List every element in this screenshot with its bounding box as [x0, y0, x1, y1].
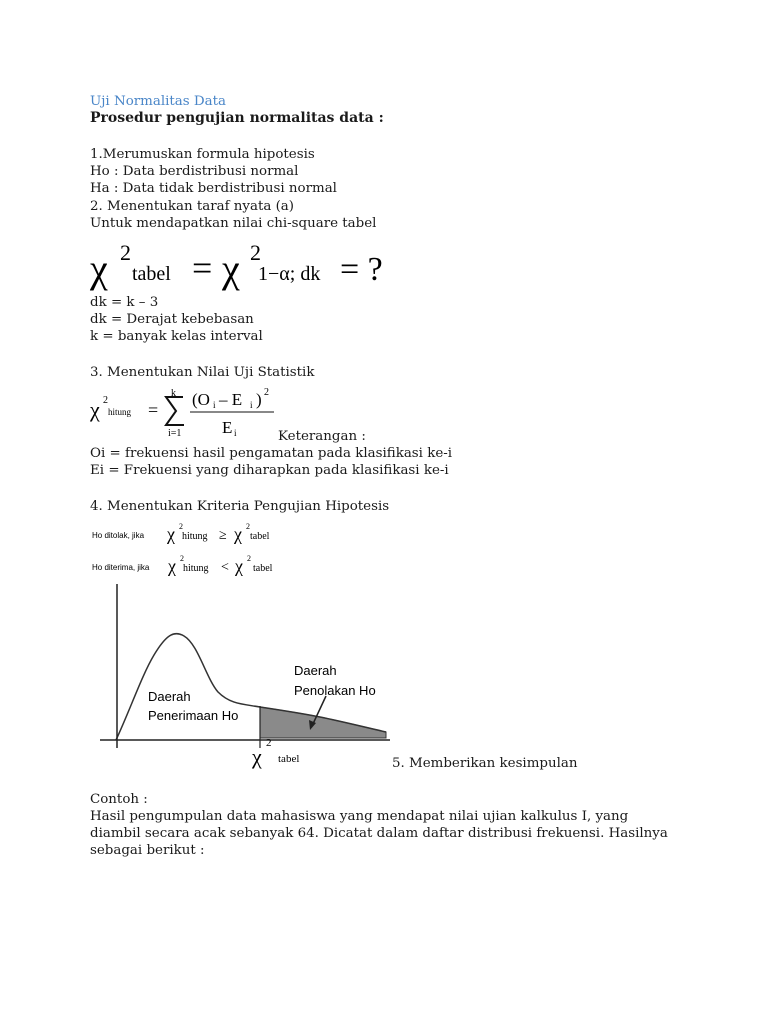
hypothesis-ha: Ha : Data tidak berdistribusi normal	[90, 181, 337, 196]
criteria2-sup: 2	[180, 554, 184, 563]
formula2-num-open: (O	[192, 390, 210, 409]
hypothesis-ho: Ho : Data berdistribusi normal	[90, 164, 299, 179]
formula2-den: E	[222, 418, 233, 437]
formula1-sup: 2	[120, 240, 131, 265]
contoh-label: Contoh :	[90, 792, 148, 807]
reject-label-1: Daerah	[294, 663, 337, 678]
rejection-region	[260, 707, 386, 738]
criteria1-chi: χ	[167, 524, 175, 544]
formula1-end: = ?	[340, 251, 383, 288]
formula1-chi-right: χ	[222, 246, 240, 291]
criteria1-sup: 2	[179, 522, 183, 531]
criteria1-chi-right: χ	[234, 524, 242, 544]
chi-square-count-formula	[88, 383, 288, 441]
criteria2-chi-right: χ	[235, 556, 243, 576]
formula2-sum-bottom: i=1	[168, 428, 182, 439]
step-1: 1.Merumuskan formula hipotesis	[90, 147, 315, 162]
criteria-formulas	[90, 518, 310, 578]
formula2-sup: 2	[103, 395, 108, 406]
formula2-sum-top: k	[171, 388, 176, 399]
sigma-icon	[166, 397, 184, 425]
criteria1-sup-right: 2	[246, 522, 250, 531]
formula2-num-minus: – E	[219, 390, 243, 409]
criteria1-left: hitung	[182, 531, 208, 542]
step-2: 2. Menentukan taraf nyata (a)	[90, 199, 295, 214]
criteria2-left: hitung	[183, 563, 209, 574]
accept-label-1: Daerah	[148, 689, 191, 704]
criteria2-right: tabel	[253, 563, 273, 574]
formula1-eq: =	[192, 248, 213, 288]
axis-chi: χ	[252, 744, 262, 769]
formula1-chi: χ	[90, 246, 108, 291]
formula1-sub-right: 1−α; dk	[258, 263, 321, 285]
formula2-num-close: )	[256, 390, 262, 409]
criteria1-op: ≥	[219, 528, 227, 543]
chi-square-table-formula	[88, 240, 408, 296]
dk-formula: dk = k – 3	[90, 295, 159, 310]
formula2-sub: hitung	[108, 407, 132, 417]
criteria1-right: tabel	[250, 531, 270, 542]
ei-definition: Ei = Frekuensi yang diharapkan pada klasifikasi ke-i	[90, 463, 449, 478]
reject-label-2: Penolakan Ho	[294, 683, 376, 698]
step-5: 5. Memberikan kesimpulan	[392, 756, 578, 771]
k-definition: k = banyak kelas interval	[90, 329, 263, 344]
page-heading: Prosedur pengujian normalitas data :	[90, 110, 384, 126]
criteria2-op: <	[221, 560, 229, 575]
formula1-sub-left: tabel	[132, 263, 171, 285]
criteria2-chi: χ	[168, 556, 176, 576]
formula2-num-i1: i	[213, 400, 216, 410]
keterangan-label: Keterangan :	[278, 429, 366, 444]
formula2-eq: =	[148, 400, 159, 420]
axis-sub: tabel	[278, 753, 300, 765]
contoh-paragraph: Hasil pengumpulan data mahasiswa yang mendapat nilai ujian kalkulus I, yang diambil secara acak sebanyak 64. Dicatat dalam daftar distribusi frekuensi. Hasilnya sebagai berikut :	[90, 809, 668, 858]
step-3: 3. Menentukan Nilai Uji Statistik	[90, 365, 315, 380]
formula2-den-i: i	[234, 428, 237, 438]
step-4: 4. Menentukan Kriteria Pengujian Hipotesis	[90, 499, 390, 514]
criteria2-sup-right: 2	[247, 554, 251, 563]
accept-label-2: Penerimaan Ho	[148, 708, 239, 723]
oi-definition: Oi = frekuensi hasil pengamatan pada klasifikasi ke-i	[90, 446, 453, 461]
criteria2-label: Ho diterima, jika	[92, 563, 150, 572]
formula1-sup-right: 2	[250, 240, 261, 265]
chi-square-distribution-graph	[90, 580, 400, 780]
dk-definition: dk = Derajat kebebasan	[90, 312, 254, 327]
formula2-chi: χ	[90, 397, 100, 422]
criteria1-label: Ho ditolak, jika	[92, 531, 145, 540]
axis-sup: 2	[266, 737, 272, 749]
step-2-desc: Untuk mendapatkan nilai chi-square tabel	[90, 216, 377, 231]
title-link[interactable]: Uji Normalitas Data	[90, 94, 226, 109]
formula2-num-i2: i	[250, 400, 253, 410]
formula2-num-sup: 2	[264, 387, 269, 398]
